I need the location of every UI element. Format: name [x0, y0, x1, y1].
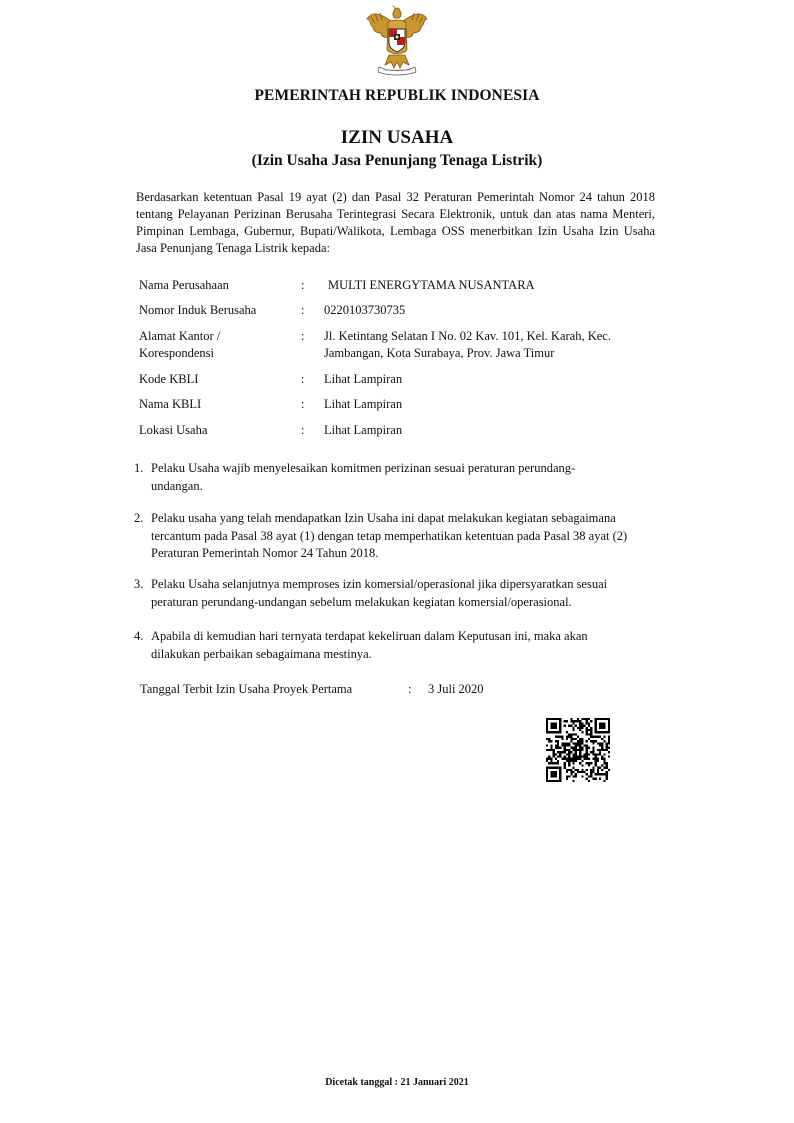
- document-title: IZIN USAHA: [340, 127, 454, 148]
- qr-code-icon: [546, 718, 610, 782]
- field-value: MULTI ENERGYTAMA NUSANTARA: [328, 278, 535, 292]
- field-value: Jl. Ketintang Selatan I No. 02 Kav. 101, Kel. Karah, Kec. Jambangan, Kota Surabaya, Prov. Jawa Timur: [324, 329, 611, 360]
- field-label: Kode KBLI: [139, 372, 199, 386]
- issue-date-colon: :: [408, 682, 412, 696]
- field-value: Lihat Lampiran: [324, 423, 403, 437]
- field-colon: :: [301, 397, 305, 411]
- field-label: Lokasi Usaha: [139, 423, 208, 437]
- field-colon: :: [301, 423, 305, 437]
- field-value: Lihat Lampiran: [324, 372, 403, 386]
- field-colon: :: [301, 329, 305, 343]
- field-label: Nama KBLI: [139, 397, 202, 411]
- note-item: [134, 510, 654, 563]
- note-text: Pelaku Usaha wajib menyelesaikan komitmen perizinan sesuai peraturan perundang-undangan.: [151, 461, 576, 493]
- field-colon: :: [301, 372, 305, 386]
- field-label: Nomor Induk Berusaha: [139, 303, 257, 317]
- field-colon: :: [301, 278, 305, 292]
- field-value: 0220103730735: [324, 303, 406, 317]
- printed-date: Dicetak tanggal : 21 Januari 2021: [325, 1077, 469, 1088]
- note-item: [134, 628, 654, 663]
- intro-paragraph: Berdasarkan ketentuan Pasal 19 ayat (2) dan Pasal 32 Peraturan Pemerintah Nomor 24 tahun 2018 tentang Pelayanan Perizinan Berusaha Terintegrasi Secara Elektronik, untuk dan atas nama Menteri, Pimpinan Lembaga, Gubernur, Bupati/Walikota, Lembaga OSS menerbitkan Izin Usaha Izin Usaha Jasa Penunjang Tenaga Listrik kepada:: [136, 190, 655, 255]
- field-value: Lihat Lampiran: [324, 397, 403, 411]
- issue-date-label: Tanggal Terbit Izin Usaha Proyek Pertama: [140, 682, 353, 696]
- field-label: Alamat Kantor / Korespondensi: [139, 329, 221, 360]
- note-number: 3.: [134, 577, 144, 591]
- note-text: Pelaku Usaha selanjutnya memproses izin komersial/operasional jika dipersyaratkan sesuai peraturan perundang-undangan sebelum melakukan kegiatan komersial/operasional.: [151, 577, 608, 609]
- note-number: 1.: [134, 461, 144, 475]
- note-text: Pelaku usaha yang telah mendapatkan Izin Usaha ini dapat melakukan kegiatan sebagaimana tercantum pada Pasal 38 ayat (1) dengan tetap memperhatikan ketentuan pada Pasal 38 ayat (2) Peraturan Pemerintah Nomor 24 Tahun 2018.: [151, 511, 628, 560]
- field-label: Nama Perusahaan: [139, 278, 229, 292]
- field-colon: :: [301, 303, 305, 317]
- garuda-emblem-icon: [361, 5, 433, 77]
- note-text: Apabila di kemudian hari ternyata terdapat kekeliruan dalam Keputusan ini, maka akan dilakukan perbaikan sebagaimana mestinya.: [151, 629, 588, 661]
- note-number: 4.: [134, 629, 144, 643]
- note-number: 2.: [134, 511, 144, 525]
- issue-date-value: 3 Juli 2020: [428, 682, 484, 696]
- government-heading: PEMERINTAH REPUBLIK INDONESIA: [254, 87, 540, 104]
- note-item: [134, 460, 654, 495]
- note-item: [134, 576, 654, 611]
- document-subtitle: (Izin Usaha Jasa Penunjang Tenaga Listrik): [251, 152, 543, 169]
